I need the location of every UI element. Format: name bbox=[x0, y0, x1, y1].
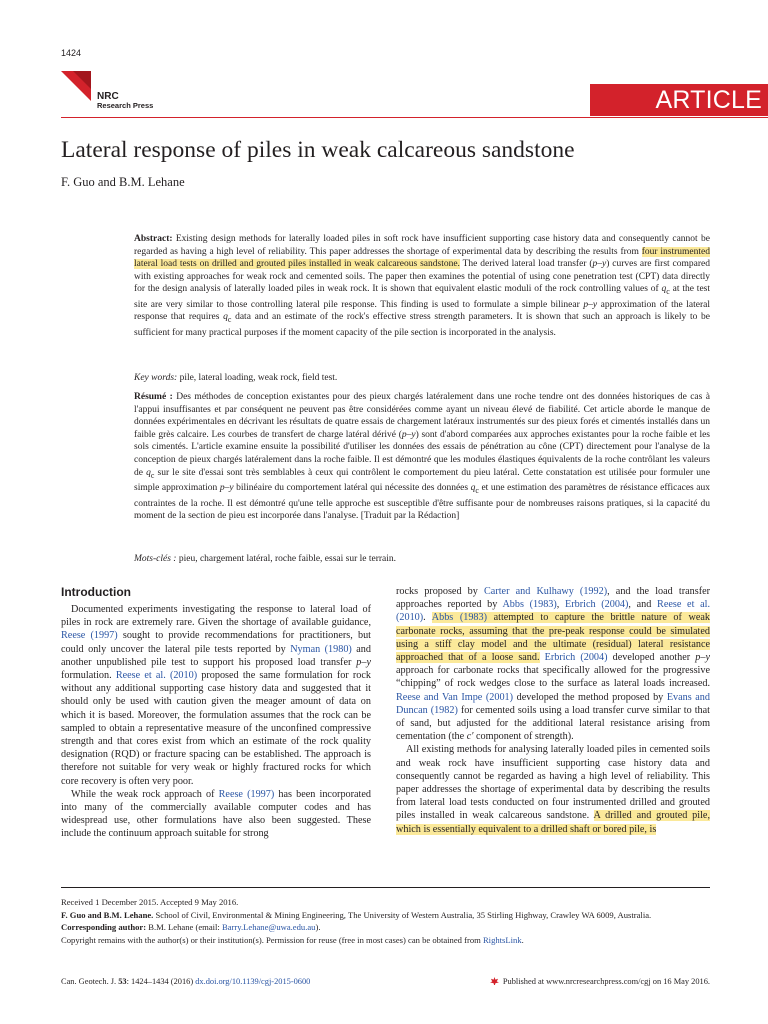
resume-symbol: p–y bbox=[219, 483, 234, 494]
keywords-label: Key words: bbox=[134, 373, 178, 383]
resume bbox=[134, 391, 710, 523]
body-text: developed the method proposed by bbox=[513, 691, 667, 703]
citation-link[interactable]: Reese (1997) bbox=[61, 630, 118, 642]
body-column-left bbox=[61, 603, 371, 841]
corresponding-text: B.M. Lehane (email: bbox=[146, 922, 222, 933]
body-text: has been incorporated into many of the commercially available computer codes and has widespread use, other formulations have also been suggested. These include the continuum approach suitable for strong bbox=[61, 788, 371, 840]
mots-cles bbox=[134, 554, 710, 564]
body-text: Documented experiments investigating the response to lateral load of piles in rock are extremely rare. Given the shortage of available guidance, bbox=[61, 604, 371, 629]
abstract-text: at the test site are very similar to those controlling lateral pile response. This finding is used to formulate a simple bilinear bbox=[134, 284, 710, 310]
maple-leaf-icon bbox=[490, 977, 499, 985]
resume-text: et une estimation des paramètres de résistance efficaces aux contraintes de la roche. Il est démontré qu'une telle approche est susceptible d'être suffisante pour de nombreuses raisons pratiques, si la capacité du moment de la section de pieu est incorporée dans l'analyse. [Traduit par la Rédaction] bbox=[134, 483, 710, 522]
resume-label: Résumé : bbox=[134, 392, 173, 402]
journal-volume: 53 bbox=[118, 977, 127, 986]
abstract-text: Existing design methods for laterally loaded piles in soft rock have insufficient supporting case history data and consequently cannot be regarded as having a high level of reliability. This paper addresses the shortage of experimental data by describing the results from bbox=[134, 234, 710, 257]
citation-link[interactable]: Reese et al. (2010) bbox=[396, 599, 710, 624]
citation-link[interactable]: Reese (1997) bbox=[218, 788, 275, 800]
received-dates: Received 1 December 2015. Accepted 9 May 2016. bbox=[61, 897, 239, 907]
abstract bbox=[134, 233, 710, 340]
corresponding-text: ). bbox=[315, 922, 321, 933]
publication-info bbox=[490, 977, 710, 986]
citation-link[interactable]: Erbrich (2004) bbox=[544, 652, 608, 664]
copyright-notice bbox=[61, 934, 710, 947]
footnotes bbox=[61, 896, 710, 946]
affiliation-text: School of Civil, Environmental & Mining Engineering, The University of Western Australia, 35 Stirling Highway, Crawley WA 6009, Australia. bbox=[153, 909, 652, 920]
body-symbol: p–y bbox=[695, 652, 710, 664]
citation-link[interactable]: Reese et al. (2010) bbox=[115, 670, 198, 682]
body-text: approach for carbonate rocks that specifically allowed for the progressive “chipping” of rock wedges close to the surface as lateral loads increased. bbox=[396, 665, 710, 690]
body-symbol: c′ bbox=[466, 731, 474, 743]
abstract-text: ) curves are first compared with existing approaches for weak rock and cemented soils. The paper then examines the potential of using cone penetration test (CPT) data directly for the design analysis of laterally loaded piles in weak rock. It is shown that equivalent elastic moduli of the rock controlling values of bbox=[134, 259, 711, 295]
publisher-logo-text bbox=[97, 92, 153, 110]
email-link[interactable]: Barry.Lehane@uwa.edu.au bbox=[221, 922, 316, 933]
paper-title: Lateral response of piles in weak calcareous sandstone bbox=[61, 137, 575, 163]
body-text: developed another bbox=[607, 652, 696, 664]
citation-link[interactable]: Carter and Kulhawy (1992) bbox=[484, 586, 608, 597]
abstract-symbol: p–y bbox=[583, 299, 598, 310]
resume-text: bilinéaire du comportement latéral qui nécessite des données bbox=[233, 483, 471, 494]
body-text: formulation. bbox=[61, 670, 116, 682]
citation-link[interactable]: Reese and Van Impe (2001) bbox=[396, 691, 514, 703]
body-text: sought to provide recommendations for practitioners, but could only uncover the lateral pile tests reported by bbox=[61, 630, 371, 655]
copyright-text: . bbox=[521, 934, 524, 945]
abstract-symbol: q bbox=[661, 284, 667, 295]
resume-subscript: c bbox=[150, 470, 155, 480]
body-text: All existing methods for analysing laterally loaded piles in cemented soils and weak rock have insufficient supporting case history data and consequently cannot be regarded as having a high level of reliability. This paper addresses the shortage of experimental data by describing the results from lateral load tests conducted on four instrumented drilled and grouted piles installed in weak calcareous sandstone. bbox=[396, 744, 710, 822]
doi-link[interactable]: dx.doi.org/10.1139/cgj-2015-0600 bbox=[195, 977, 311, 986]
journal-pages: : 1424–1434 (2016) bbox=[126, 977, 196, 986]
citation-link[interactable]: Erbrich (2004) bbox=[565, 599, 629, 611]
resume-text: sur le site d'essai sont très semblables à ceux qui contrôlent le comportement du pieu latéral. Cette constatation est utilisée pour formuler une simple approximation bbox=[134, 467, 711, 494]
resume-text: Des méthodes de conception existantes pour des pieux chargés latéralement dans une roche tendre ont des données historiques de cas à l'appui insuffisantes et par conséquent ne peuvent pas être considérées comme ayant un niveau élevé de fiabilité. Cet article aborde le manque de données expérimentales en décrivant les résultats de quatre essais de chargement latéraux instrumentés sur des pieux forés et cimentés installés dans un faible grès calcaire. Les courbes de transfert de charge latéral dérivé ( bbox=[134, 392, 710, 440]
body-text: rocks proposed by bbox=[396, 586, 485, 597]
citation-link[interactable]: Abbs (1983) bbox=[502, 599, 557, 611]
abstract-subscript: c bbox=[227, 315, 232, 325]
affiliation bbox=[61, 909, 710, 922]
highlighted-text: A drilled and grouted pile, which is essentially equivalent to a drilled shaft or bored pile, is bbox=[396, 810, 710, 835]
copyright-text: Copyright remains with the author(s) or their institution(s). Permission for reuse (free in most cases) can be obtained from bbox=[61, 934, 483, 945]
resume-symbol: p–y bbox=[401, 429, 416, 440]
abstract-text: approximation of the lateral response that requires bbox=[134, 299, 711, 323]
section-heading-introduction: Introduction bbox=[61, 585, 131, 599]
body-text: , and bbox=[628, 599, 658, 611]
abstract-text: data and an estimate of the rock's effective stress strength parameters. It is shown that such an approach is likely to be sufficient for many practical purposes if the moment capacity of the pile section is incorporated in the analysis. bbox=[134, 312, 710, 338]
abstract-highlight: four instrumented lateral load tests on drilled and grouted piles installed in weak calcareous sandstone. bbox=[134, 246, 711, 270]
paragraph bbox=[396, 585, 710, 743]
body-text: , bbox=[556, 599, 566, 611]
paper-authors: F. Guo and B.M. Lehane bbox=[61, 175, 185, 189]
abstract-subscript: c bbox=[666, 287, 670, 297]
journal-citation bbox=[61, 977, 310, 986]
affiliation-names: F. Guo and B.M. Lehane. bbox=[61, 909, 154, 920]
mots-cles-label: Mots-clés : bbox=[134, 554, 177, 564]
body-text: , and the load transfer approaches reported by bbox=[396, 586, 711, 611]
resume-symbol: q bbox=[470, 483, 476, 494]
body-text: and another unpublished pile test to support his proposed load transfer bbox=[61, 643, 371, 668]
paragraph bbox=[61, 603, 371, 788]
corresponding-label: Corresponding author: bbox=[61, 922, 147, 933]
rightslink-link[interactable]: RightsLink bbox=[482, 934, 522, 945]
citation-link[interactable]: Abbs (1983) bbox=[431, 612, 488, 624]
paragraph bbox=[396, 743, 710, 835]
citation-link[interactable]: Nyman (1980) bbox=[290, 643, 352, 655]
abstract-label: Abstract: bbox=[134, 234, 173, 244]
abstract-text: The derived lateral load transfer ( bbox=[459, 259, 593, 270]
footnote-divider bbox=[61, 887, 710, 888]
highlighted-text: attempted to capture the brittle nature of weak carbonate rocks, assuming that the pre-peak response could be simulated using a stiff clay model and the ultimate (residual) lateral resistance approached that of a loose sand. bbox=[396, 612, 711, 664]
abstract-symbol: p–y bbox=[592, 259, 607, 270]
article-type-banner: ARTICLE bbox=[590, 84, 768, 116]
body-text: proposed the same formulation for rock without any additional supporting case history data and suggested that it should only be used with caution given the meager amount of data on which it is based. Moreover, the formulation assumes that the rock can be sampled to obtain a representative measure of the unconfined compressive strength and that cores exist from which an estimate of the rock quality designation (RQD) or fracture spacing can be established. The approach is therefore not suitable for very weak or highly fractured rocks for which core recovery is often very poor. bbox=[61, 670, 371, 787]
body-column-right bbox=[396, 585, 710, 836]
resume-subscript: c bbox=[475, 485, 479, 495]
body-text: While the weak rock approach of bbox=[71, 788, 219, 800]
keywords bbox=[134, 373, 710, 383]
nrc-logo-icon bbox=[61, 67, 95, 101]
corresponding-author bbox=[61, 921, 710, 934]
body-symbol: p–y bbox=[356, 656, 371, 668]
published-text: Published at www.nrcresearchpress.com/cgj on 16 May 2016. bbox=[502, 977, 710, 986]
citation-link[interactable]: Evans and Duncan (1982) bbox=[396, 691, 710, 716]
resume-symbol: q bbox=[146, 467, 151, 478]
mots-cles-text: pieu, chargement latéral, roche faible, essai sur le terrain. bbox=[176, 554, 397, 564]
paragraph bbox=[61, 788, 371, 841]
journal-name: Can. Geotech. J. bbox=[61, 977, 119, 986]
header-divider bbox=[61, 117, 768, 118]
resume-text: ) sont d'abord comparées aux approches existantes pour la roche faible et les sols cimentés. L'article examine ensuite la possibilité d'utiliser les données des essais de pénétration au cône (CPT) directement pour l'analyse de la conception de pieux chargés latéralement dans la roche faible. Il est démontré que les modules élastiques équivalents de la roche contrôlant les valeurs de bbox=[134, 429, 710, 478]
body-text: for cemented soils using a load transfer curve similar to that of sand, but adjusted for the additional lateral resistance arising from cementation (the bbox=[396, 704, 710, 743]
publisher-name-line2: Research Press bbox=[97, 101, 154, 110]
keywords-text: pile, lateral loading, weak rock, field test. bbox=[177, 373, 338, 383]
page-number: 1424 bbox=[61, 48, 82, 58]
body-text: . bbox=[423, 612, 432, 624]
publisher-name-line1: NRC bbox=[97, 91, 119, 102]
abstract-symbol: q bbox=[223, 312, 228, 323]
body-text: component of strength). bbox=[473, 731, 574, 743]
